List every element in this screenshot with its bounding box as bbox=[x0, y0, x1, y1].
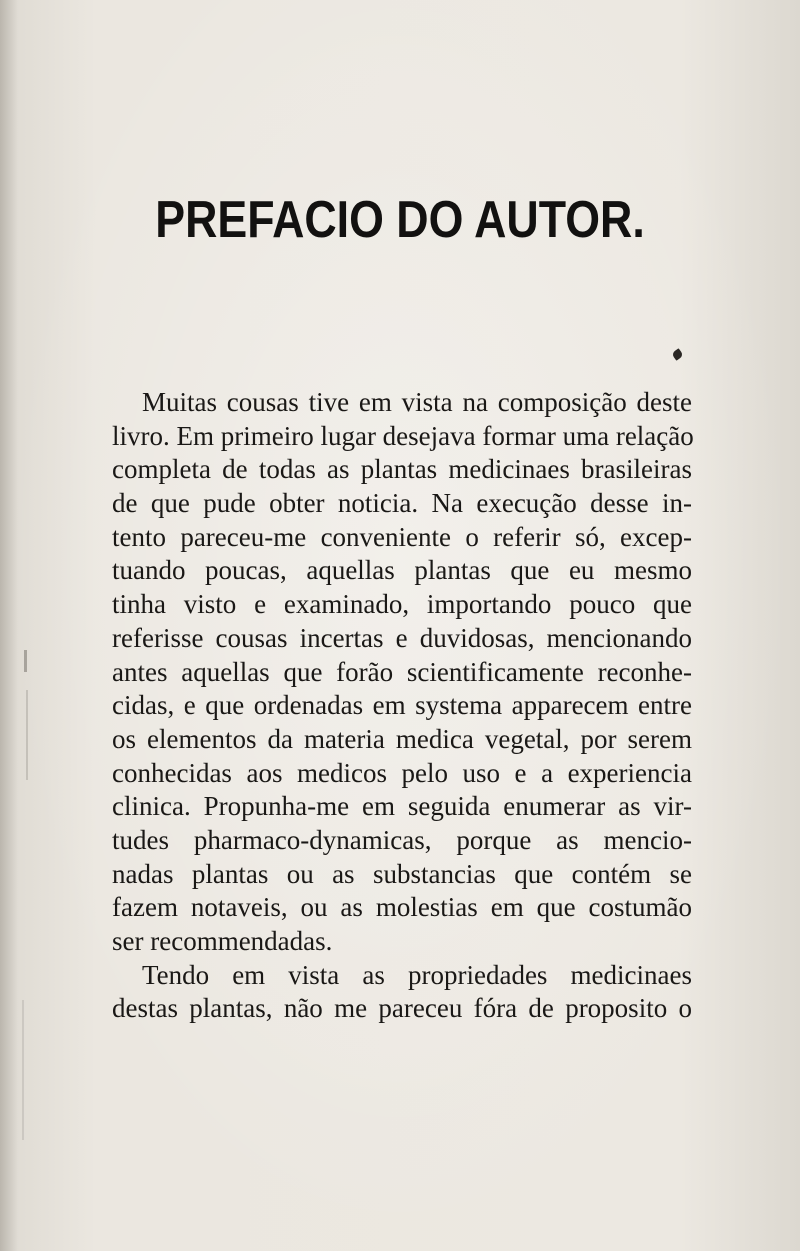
text-line: Tendo em vista as propriedades medicinaes bbox=[142, 959, 692, 990]
margin-speck bbox=[24, 650, 27, 672]
page-title: PREFACIO DO AUTOR. bbox=[155, 191, 645, 249]
ink-mark bbox=[671, 348, 684, 361]
text-line: tinha visto e examinado, importando pouco que bbox=[112, 589, 692, 620]
text-line: referisse cousas incertas e duvidosas, mencionando bbox=[112, 622, 692, 653]
text-line: destas plantas, não me pareceu fóra de proposito o bbox=[112, 993, 692, 1024]
text-line: clinica. Propunha-me em seguida enumerar as vir- bbox=[112, 791, 692, 822]
page-gutter-shadow bbox=[0, 0, 18, 1251]
margin-speck bbox=[22, 1000, 24, 1140]
text-line: os elementos da materia medica vegetal, por serem bbox=[112, 723, 692, 754]
text-line: cidas, e que ordenadas em systema apparecem entre bbox=[112, 690, 692, 721]
text-line: ser recommendadas. bbox=[112, 926, 333, 956]
text-line: livro. Em primeiro lugar desejava formar uma relação bbox=[112, 420, 694, 451]
text-line: conhecidas aos medicos pelo uso e a experiencia bbox=[112, 757, 692, 788]
text-line: fazem notaveis, ou as molestias em que costumão bbox=[112, 892, 692, 923]
text-line: completa de todas as plantas medicinaes brasileiras bbox=[112, 454, 692, 485]
text-line: de que pude obter noticia. Na execução desse in- bbox=[112, 488, 692, 519]
preface-paragraphs bbox=[112, 386, 692, 1026]
text-line: Muitas cousas tive em vista na composição deste bbox=[142, 387, 692, 417]
text-line: antes aquellas que forão scientificamente reconhe- bbox=[112, 656, 692, 687]
margin-speck bbox=[26, 690, 28, 780]
text-line: nadas plantas ou as substancias que contém se bbox=[112, 858, 692, 889]
text-line: tuando poucas, aquellas plantas que eu mesmo bbox=[112, 555, 692, 586]
text-line: tento pareceu-me conveniente o referir só, excep- bbox=[112, 521, 692, 552]
text-line: tudes pharmaco-dynamicas, porque as mencio- bbox=[112, 824, 692, 855]
